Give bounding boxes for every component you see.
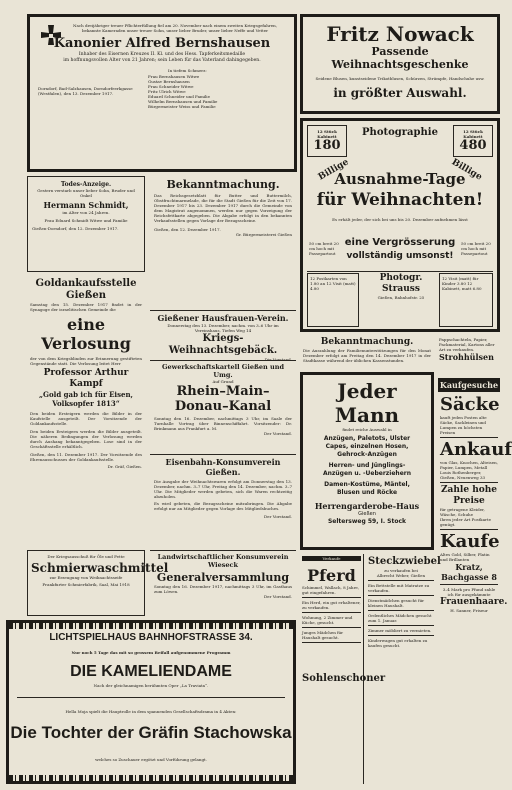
steckzwiebel-ad: Steckzwiebel zu verkaufen bei Albrecht Weber, Gießen Ein Bettstelle mit Matratze zu verkaufen. Dienstmädchen gesucht für kleinen Haushalt. Ordentliches Mädchen gesucht zum 1. Januar. Zimmer möbliert zu vermieten. Kinderwagen gut erhalten zu kaufen gesucht. [368, 556, 441, 648]
bek2-text: Die Auszahlung der Familienunterstützungen für den Monat Dezember erfolgt am Freitag den 14. Dezember 1917 in der Stadtkasse während der üblichen Kassenstunden. [303, 348, 431, 363]
saecke-text: kauft jeden Posten alte Säcke, Sackleinen und Lumpen zu höchsten Preisen [440, 415, 487, 435]
todes-sub: im Alter von 24 Jahren. [62, 210, 110, 215]
photo-head2: für Weihnachten! [316, 190, 484, 210]
landwirt-text: Sonntag den 16. Dezember 1917, nachmittags 3 Uhr, im Gasthaus zum Löwen. [154, 584, 292, 594]
goldan-title: Goldankaufsstelle Gießen [35, 278, 137, 301]
schmierwaschmittel-ad [27, 550, 169, 616]
price-right [453, 125, 493, 157]
landwirt-head: Landwirtschaftlicher Konsumverein Wieseck [157, 553, 289, 569]
kino-sub: Nach der gleichnamigen berühmten Oper „La Traviata“. [93, 683, 209, 688]
jedermann-item: Herren- und Jünglings- [328, 462, 406, 469]
saecke-title: Säcke [440, 394, 500, 415]
bek1-sign: Gießen, den 12. Dezember 1917. [154, 227, 221, 232]
eisenbahn-sign: Der Vorstand. [263, 514, 292, 519]
hausfrauen-verein [150, 310, 296, 362]
jedermann-store: Herrengarderobe-Haus [314, 501, 420, 511]
kino-days: Nur noch 5 Tage das mit so grossem Beifall aufgenommene Programm [71, 650, 231, 655]
photo-gift2: vollständig umsonst! [346, 251, 454, 261]
obituary-notice [27, 14, 297, 172]
photo-studio-box [363, 273, 439, 327]
photo-box2 [439, 273, 493, 327]
jedermann-item: Capes, einzelnen Hosen, [325, 443, 409, 450]
goldan-text3: Den beiden Ersteigern werden die Bilder in der Kaufstelle ausgeteilt. Der Vorsitzende der Goldankaufsstelle. [30, 411, 142, 426]
obituary-name: Kanonier Alfred Bernshausen [53, 36, 271, 51]
hausfrauen-sign: Die Vorstand. [264, 357, 292, 362]
bek2-title: Bekanntmachung. [320, 337, 414, 347]
obituary-place: Dorndorf, Bad-Salzhausen, Dorndorfeerkgasse (Westfalen), den 13. Dezember 1917. [38, 86, 133, 96]
mourner: Bürgermeister Weiss und Familie [148, 104, 216, 109]
photo-note: Es erhält jeder, der sich bei uns bis 20. Dezember aufnehmen lässt [332, 217, 468, 222]
obituary-intro: Nach dreijähriger treuer Pflichterfüllung fiel am 20. November nach einem zweiten Kriegsgefahren, bekannte Kameraden unser treuer Sohn, unser lieber Bruder, unser lieber Neffe und Vetter [72, 23, 278, 33]
schmier-head: Der Kriegsausschuß für Öle und Fette [47, 554, 125, 559]
rhein-text: Sonntag den 16. Dezember, nachmittags 3 Uhr, im Saale der Turnhalle Vortrag über Binnenschiffahrt. Vorsitzender: Dr. Brinkmann aus Frankfurt a. M. [154, 416, 292, 431]
goldan-sign: Dr. Gräf, Gießen. [107, 464, 142, 469]
photo-head: Ausnahme-Tage [334, 170, 466, 188]
mourners-list [148, 74, 286, 109]
zahle-title: Zahle hohe Preise [440, 485, 498, 506]
obituary-line2: im hoffnungsvollen Alter von 21 Jahren; sein Leben für das Vaterland dahingegeben. [63, 58, 261, 63]
todes-anzeige [27, 176, 145, 272]
photo-box2-text: 12 Visit (matt) für Kinder 3.80 12 Kabinett, matt 6.80 [442, 276, 482, 291]
fritz-big: in größter Auswahl. [333, 86, 467, 100]
photographie-ad [300, 118, 500, 332]
pferd-big: Pferd [307, 566, 356, 585]
schmier-addr: Frankfurter Schmierfabrik, Saal, Mai 1918 [42, 582, 130, 587]
bek1-text: Das Reichsgesetzblatt für Butter und Buttermilch, Obstfruchtmarmelade, die für die Stadt Gießen für die Zeit von 17. Dezember 1917 bis 23. Dezember 1917 durch die Gemeinde von dem Magistrat angenommen, werden nur gegen Vorzeigung der Reichsfettkarte abgegeben. Die Abgabe erfolgt in den bekannten Verkaufsstellen gegen Vorlage der Bezugsscheine. [154, 193, 292, 223]
kino-star: Hella Moja spielt die Hauptrolle in dem spannenden Gesellschaftsdrama in 4 Akten: [65, 709, 237, 714]
rhein-title2: Donau–Kanal [174, 399, 272, 414]
pferd-head: Verkaufe [302, 556, 361, 561]
jedermann-item: Damen-Kostüme, Mäntel, [324, 481, 410, 488]
bek1-sign2: Gr. Bürgermeisterei Gießen [235, 232, 292, 237]
eisenbahn-title: Eisenbahn-Konsumverein Gießen. [165, 457, 281, 477]
fritz-nowack-ad [300, 14, 500, 114]
jedermann-city: Gießen [358, 511, 376, 517]
pferd-ad: Verkaufe Pferd Schimmel, Wallach, 8 Jahre, gut eingefahren. Ein Herd, ein gut erhaltener, zu verkaufen. Wohnung, 2 Zimmer und Küche, gesucht. Junges Mädchen für Haushalt gesucht. Sohlenschoner [300, 554, 364, 784]
goldan-text2: der von dem Kriegsblinden zur Erinnerung gestifteten Gegenstände statt. Die Verlosung leitet Herr [30, 356, 142, 366]
todes-name: Hermann Schmidt, [43, 200, 129, 210]
jedermann-text: findet reiche Auswahl in [342, 427, 392, 432]
zahle-text: für getragene Kleider, Wäsche, Schuhe [440, 507, 485, 517]
mourner: Eduard Schneider und Familie [148, 94, 210, 99]
landwirt-big: Generalversammlung [156, 571, 290, 584]
kino-note: welches so Zuschauer ergötzt und Vorführung gelangt. [95, 757, 207, 762]
photo-gift: eine Vergrösserung [344, 237, 456, 248]
jedermann-big: Jeder Mann [334, 379, 400, 427]
todes-place: Gießen-Dorndorf, den 12. Dezember 1917. [32, 226, 119, 231]
photo-box1-text: 12 Postkarten von 1.80 an 12 Visit (matt) 4.80 [310, 276, 356, 291]
iron-cross-icon [40, 25, 62, 47]
kaufgesuche-header [438, 378, 500, 392]
right-column-small: Pappschachteln, Papier, Packmaterial, Kartons aller Art zu verkaufen. Strohhülsen [439, 337, 495, 362]
cheap-right: Billige [449, 157, 484, 183]
todes-family: Frau Eduard Schmidt Witwe und Familie [44, 218, 128, 223]
kaufgesuche-column: Säcke kauft jeden Posten alte Säcke, Sackleinen und Lumpen zu höchsten Preisen Ankauf von Glas, Knochen, Alteisen, Papier, Lumpen, Metall Louis Rothenberger, Gießen, Neuenweg 33 Zahle hohe Preise für getragene Kleider, Wäsche, Schuhe Ihren jeder Art Postkarte genügt. Kaufe Altes Gold, Silber, Platin und Brillanten Kratz, Bachgasse 8 3–4 Mark pro Pfund zahle ich für ausgekämmte Frauenhaare. H. Sanner, Friseur [440, 394, 512, 613]
photo-box1 [307, 273, 359, 327]
fritz-tagline: Passende Weihnachtsgeschenke [331, 45, 469, 71]
ankauf-title: Ankauf [440, 439, 512, 460]
pferd-big2: Sohlenschoner [302, 673, 386, 684]
goldan-prof: Professor Arthur Kampf [43, 368, 129, 389]
obituary-mourn: In tiefem Schmerz: [168, 68, 207, 73]
rhein-title: Rhein–Main– [176, 384, 270, 399]
price-right-label: 12 Stück Kabinett [463, 129, 483, 139]
jedermann-item: Gehrock-Anzügen [337, 451, 397, 458]
rhein-sub: Auf Grund [212, 379, 234, 384]
rhein-sign: Der Vorstand. [263, 431, 292, 436]
kino-film2: Die Tochter der Gräfin Stachowska [10, 723, 292, 742]
kaufe-text: Altes Gold, Silber, Platin und Brillanten [440, 552, 490, 562]
photo-title: Photographie [362, 127, 438, 138]
ornament-border-top [9, 623, 293, 629]
jedermann-item: Anzügen, Paletots, Ulster [323, 435, 411, 442]
price-left-value: 180 [313, 138, 341, 153]
todes-title: Todes-Anzeige. [60, 181, 112, 188]
photo-studio: Photogr. Strauss [379, 273, 423, 294]
todes-text: Gestern verstarb unser lieber Sohn, Bruder und Onkel [37, 188, 135, 198]
jedermann-addr: Seltersweg 59, I. Stock [327, 518, 407, 525]
schmier-sub: zur Erzeugung von Weihnachtsseife [49, 575, 123, 580]
schmier-big: Schmierwaschmittel [31, 561, 169, 575]
obituary-line1: Inhaber des Eisernen Kreuzes II. Kl. und des Hess. Tapferkeitsmedaille [78, 52, 246, 57]
fritz-name: Fritz Nowack [326, 22, 474, 46]
kino-film: DIE KAMELIENDAME [70, 663, 232, 680]
price-left [307, 125, 347, 157]
jedermann-item: Anzügen u. -Ueberziehern [323, 470, 411, 477]
goldan-text: Samstag den 15. Dezember 1917 findet in der Synagoge der israelitischen Gemeinde die [30, 302, 142, 312]
landwirt-sign: Der Vorstand. [263, 594, 292, 599]
hausfrauen-title: Gießener Hausfrauen-Verein. [157, 313, 289, 323]
mourner: Fritz Ulrich Witwe [148, 89, 186, 94]
bekanntmachung-2 [300, 336, 434, 370]
pferd-text: Schimmel, Wallach, 8 Jahre, gut eingefahren. [302, 585, 359, 595]
hausfrauen-big: Kriegs-Weihnachtsgebäck. [168, 333, 278, 356]
photo-side-left: 50 cm breit 20 cm hoch mit Passepartout [309, 241, 339, 256]
goldankauf-notice: Goldankaufsstelle Gießen Samstag den 15. Dezember 1917 findet in der Synagoge der israelitischen Gemeinde die eine Verlosung der von dem Kriegsblinden zur Erinnerung gestifteten Gegenstände statt. Die Verlosung leitet Herr Professor Arthur Kampf „Gold gab ich für Eisen, Volksopfer 1813“ Den beiden Ersteigern werden die Bilder in der Kaufstelle ausgeteilt. Der Vorsitzende der Goldankaufsstelle. Den beiden Ersteigern werden die Bilder ausgeteilt. Die näheren Bedingungen der Verlosung werden durch Aushang bekanntgegeben. Lose sind in der Geschäftsstelle erhältlich. Gießen, den 11. Dezember 1917. Der Vorsitzende des Ehrenausschusses der Goldankaufsstelle. Dr. Gräf, Gießen. [30, 278, 142, 469]
bekanntmachung-1 [150, 176, 296, 306]
fritz-line: Seidene Blusen, kunstseidene Trikotblusen, Schürzen, Strümpfe, Handschuhe usw. [315, 76, 485, 81]
stech-name: Albrecht Weber, Gießen [376, 573, 426, 578]
stech-head: Steckzwiebel [368, 556, 441, 567]
mourner: Gustav Bernshausen [148, 79, 190, 84]
mourner: Frau Bernshausen Witwe [148, 74, 200, 79]
kaufe-title: Kaufe [440, 531, 500, 552]
kaufgesuche-title: Kaufgesuche [439, 380, 499, 390]
goldan-quote: „Gold gab ich für Eisen, Volksopfer 1813“ [38, 390, 133, 408]
price-left-label: 12 Stück Kabinett [317, 129, 337, 139]
eisenbahn-text: Die Ausgabe der Weihnachtswaren erfolgt am Donnerstag den 13. Dezember, nachm. 3–7 Uhr, Freitag den 14. Dezember, nachm. 3–7 Uhr. Die Mitglieder werden gebeten, sich die Waren rechtzeitig abzuholen. [154, 479, 292, 499]
cheap-left: Billige [316, 157, 351, 183]
photo-addr: Gießen, Bahnhofstr. 25 [377, 295, 425, 300]
kino-title: LICHTSPIELHAUS BAHNHOFSTRASSE 34. [49, 632, 253, 643]
mourner: Wilhelm Bernshausen und Familie [148, 99, 218, 104]
rhein-head: Gewerkschaftskartell Gießen und Umg. [161, 363, 285, 379]
hausfrauen-text: Donnerstag den 13. Dezember, nachm. von 3–6 Uhr im Vereinshaus, Tiefen Weg 14 [167, 323, 279, 333]
eisenbahn-konsumverein: Eisenbahn-Konsumverein Gießen. Die Ausgabe der Weihnachtswaren erfolgt am Donnerstag den 13. Dezember, nachm. 3–7 Uhr, Freitag den 14. Dezember, nachm. 3–7 Uhr. Die Mitglieder werden gebeten, sich die Waren rechtzeitig abzuholen. Es wird gebeten, die Bezugsscheine mitzubringen. Die Abgabe erfolgt nur an Mitglieder gegen Vorlage des Mitgliedsbuches. Der Vorstand. [150, 454, 296, 546]
bek1-title: Bekanntmachung. [166, 178, 280, 191]
ankauf-text: von Glas, Knochen, Alteisen, Papier, Lumpen, Metall [440, 460, 498, 470]
goldan-big: eine Verlosung [41, 315, 131, 353]
lichtspielhaus-ad [6, 620, 296, 784]
rhein-main-notice [150, 360, 296, 450]
price-right-value: 480 [459, 138, 487, 153]
ornament-border-bottom [9, 775, 293, 781]
jedermann-ad [300, 372, 434, 550]
photo-side-right: 50 cm breit 20 cm hoch mit Passepartout [461, 241, 491, 256]
landwirt-konsumverein [150, 550, 296, 616]
stech-text: zu verkaufen bei [384, 568, 418, 573]
jedermann-item: Blusen und Röcke [336, 489, 398, 496]
frauenhaare-title: Frauenhaare. [440, 597, 508, 607]
mourner: Frau Schneider Witwe [148, 84, 194, 89]
